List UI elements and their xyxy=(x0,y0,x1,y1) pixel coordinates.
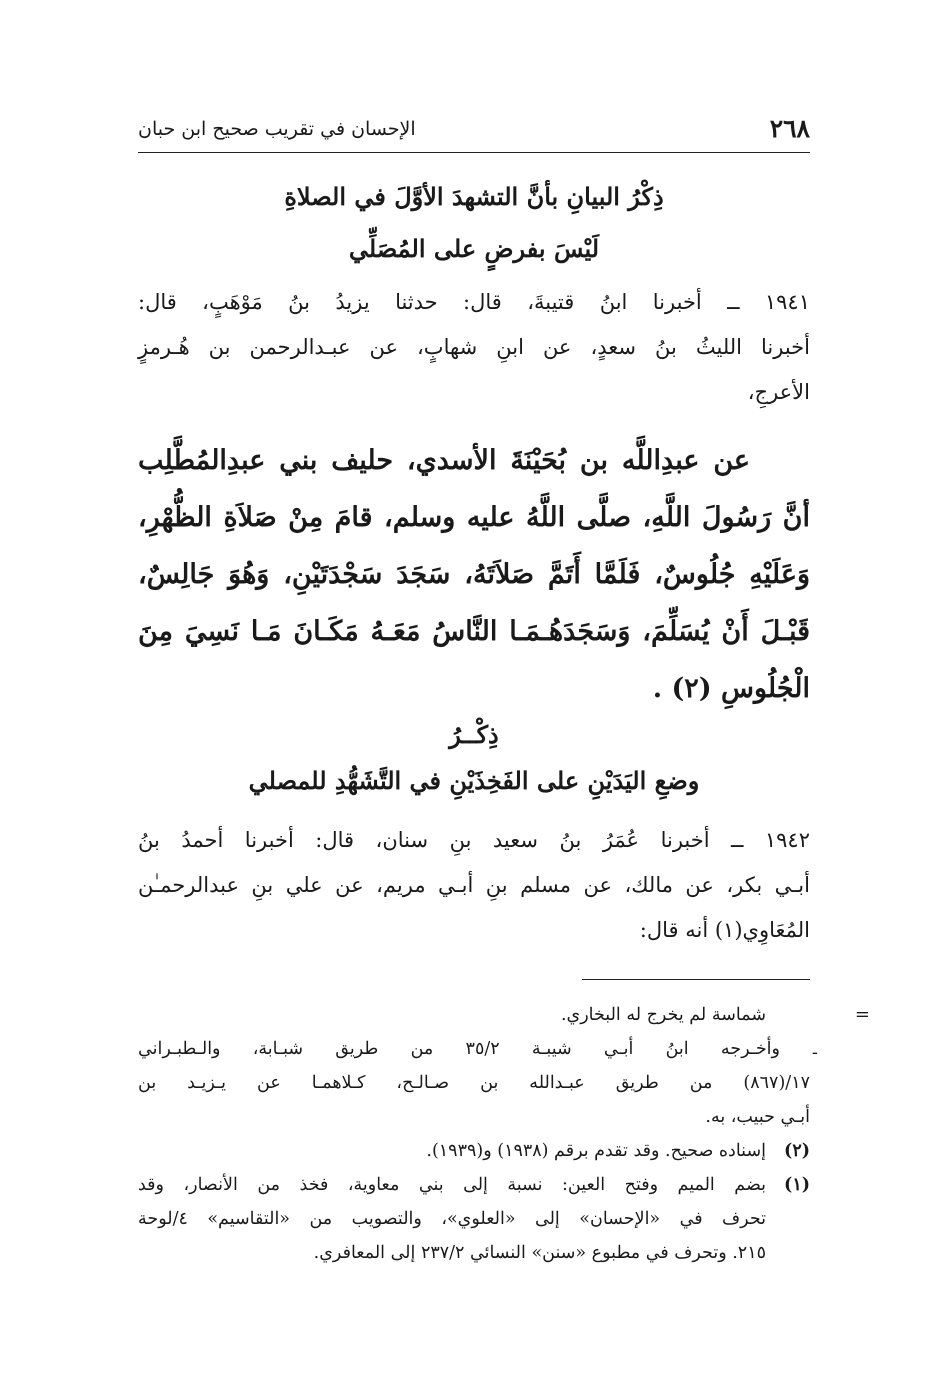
page-header xyxy=(138,110,810,150)
footnote-line: ١٧/(٨٦٧) من طريق عبـدالله بن صـالـح، كـلاهمـا عن يـزيـد بن xyxy=(138,1073,810,1093)
isnad-line: الأعرجِ، xyxy=(747,380,810,404)
footnote-line: أبـي حبيب، به. xyxy=(705,1107,810,1127)
section1-heading-line1: ذِكْرُ البيانِ بأنَّ التشهدَ الأوَّلَ في الصلاةِ xyxy=(284,182,664,211)
header-rule xyxy=(138,152,810,153)
section2-heading-line1: ذِكْــرُ xyxy=(449,720,499,749)
footnote-line: تحرف في «الإحسان» إلى «العلوي»، والتصويب من «التقاسيم» ٤/لوحة xyxy=(138,1209,766,1229)
page-number: ٢٦٨ xyxy=(769,114,810,143)
book-page xyxy=(138,110,870,1310)
matn-line: عن عبدِاللَّه بن بُحَيْنَةَ الأسدي، حليف بني عبدِالمُطَّلِب xyxy=(138,445,750,476)
hadith-1942-isnad xyxy=(138,818,810,953)
isnad-line: المُعَاوِي(١) أنه قال: xyxy=(639,918,810,942)
section2-heading-line2: وضعِ اليَدَيْنِ على الفَخِذَيْنِ في التَّشَهُّدِ للمصلي xyxy=(248,766,700,795)
matn-line: أنَّ رَسُولَ اللَّهِ، صلَّى اللَّهُ عليه وسلم، قامَ مِنْ صَلاَةِ الظُّهْرِ، xyxy=(138,502,810,533)
footnote-text: إسناده صحيح. وقد تقدم برقم (١٩٣٨) و(١٩٣٩). xyxy=(426,1141,766,1161)
footnote-text: بضم الميم وفتح العين: نسبة إلى بني معاوية، فخذ من الأنصار، وقد xyxy=(138,1175,766,1195)
isnad-line: أخبرنا الليثُ بنُ سعدٍ، عن ابنِ شهابٍ، عن عبـدالرحمن بن هُـرمزٍ xyxy=(138,335,810,359)
footnote-1 xyxy=(138,1168,810,1202)
footnote-2 xyxy=(138,1134,810,1168)
dash-mark: - xyxy=(811,1042,818,1063)
running-title: الإحسان في تقريب صحيح ابن حبان xyxy=(138,118,416,140)
footnote-line: شماسة لم يخرج له البخاري. xyxy=(560,1005,766,1025)
hadith-1941-isnad xyxy=(138,280,810,415)
footnotes xyxy=(138,998,870,1270)
isnad-line: ١٩٤٢ ــ أخبرنا عُمَرُ بنُ سعيد بنِ سنان، قال: أخبرنا أحمدُ بنُ xyxy=(138,828,810,852)
footnote-line: ٢١٥. وتحرف في مطبوع «سنن» النسائي ٢٣٧/٢ إلى المعافري. xyxy=(313,1243,766,1263)
matn-line: قَبْـلَ أَنْ يُسَلِّمَ، وَسَجَدَهُـمَـا النَّاسُ مَعَـهُ مَكَـانَ مَـا نَسِيَ مِنَ xyxy=(138,616,810,647)
continuation-mark: = xyxy=(854,1004,870,1025)
section1-heading-line2: لَيْسَ بفرضٍ على المُصَلِّي xyxy=(348,234,600,263)
isnad-line: ١٩٤١ ــ أخبرنا ابنُ قتيبةَ، قال: حدثنا يزيدُ بنُ مَوْهَبٍ، قال: xyxy=(138,290,810,314)
isnad-line: أبـي بكر، عن مالك، عن مسلم بنِ أبـي مريم، عن علي بنِ عبدالرحمـٰن xyxy=(138,873,810,897)
footnote-marker: (٢) xyxy=(784,1141,810,1161)
hadith-1941-matn xyxy=(138,432,810,717)
matn-line: الْجُلُوسِ (٢) . xyxy=(652,673,810,704)
footnote-marker: (١) xyxy=(784,1175,810,1195)
matn-line: وَعَلَيْهِ جُلُوسٌ، فَلَمَّا أَتَمَّ صَلاَتَهُ، سَجَدَ سَجْدَتَيْنِ، وَهُوَ جَالِسٌ، xyxy=(138,559,810,590)
footnote-line: وأخـرجه ابنُ أبـي شيبـة ٣٥/٢ من طريق شبـابة، والـطبـراني xyxy=(138,1039,780,1059)
footnote-rule xyxy=(582,979,810,980)
